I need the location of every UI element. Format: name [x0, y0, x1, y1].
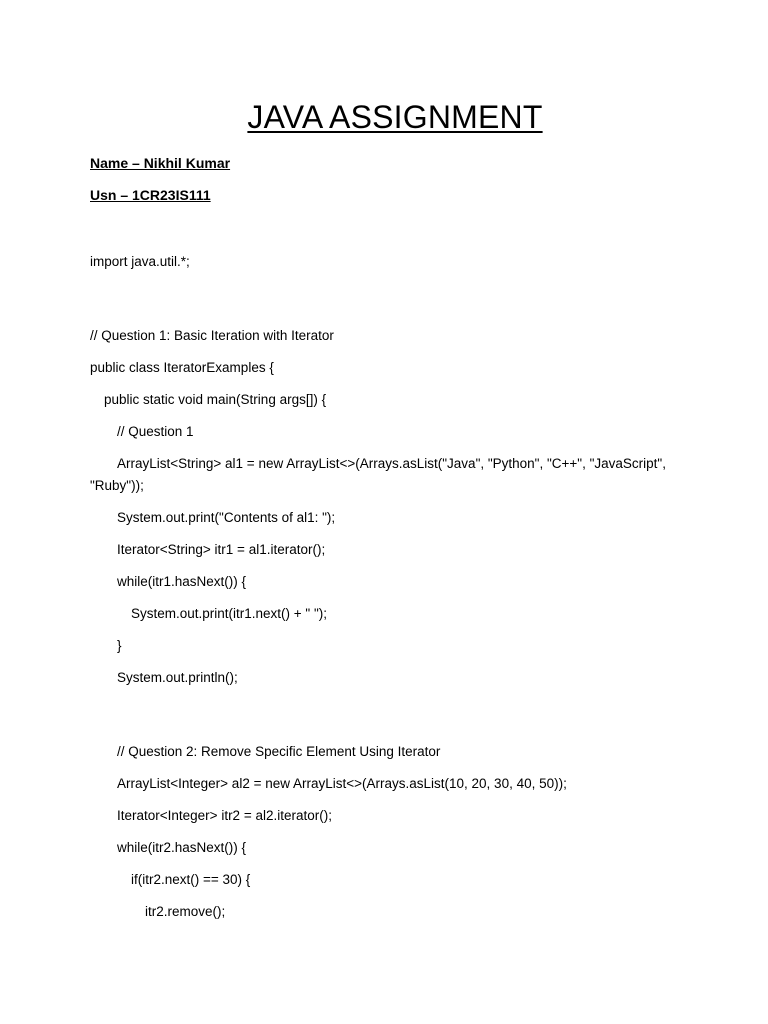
code-line-al1-text: ArrayList<String> al1 = new ArrayList<>(Arrays.asList("Java", "Python", "C++", "JavaScript", "Ruby"));: [90, 456, 666, 493]
code-line-comment-q1: // Question 1: Basic Iteration with Iterator: [90, 328, 334, 343]
code-line-import: import java.util.*;: [90, 254, 190, 269]
code-line-itr1-decl: Iterator<String> itr1 = al1.iterator();: [117, 542, 326, 557]
code-listing: [90, 251, 690, 933]
code-line-itr2-decl: Iterator<Integer> itr2 = al2.iterator();: [117, 808, 332, 823]
student-name: Name – Nikhil Kumar: [90, 155, 231, 171]
code-line-if-30: if(itr2.next() == 30) {: [131, 872, 251, 887]
blank-line: [90, 283, 690, 305]
code-line-println: System.out.println();: [117, 670, 238, 685]
blank-line: [90, 699, 690, 721]
code-line-remove: itr2.remove();: [145, 904, 226, 919]
code-line-while-itr1: while(itr1.hasNext()) {: [117, 574, 247, 589]
document-title: JAVA ASSIGNMENT: [247, 99, 543, 135]
code-line-print-contents: System.out.print("Contents of al1: ");: [117, 510, 336, 525]
code-line-main-decl: public static void main(String args[]) {: [104, 392, 327, 407]
code-line-al2-decl: ArrayList<Integer> al2 = new ArrayList<>(Arrays.asList(10, 20, 30, 40, 50));: [117, 776, 567, 791]
code-line-close-brace: }: [117, 638, 122, 653]
code-line-comment-q2: // Question 2: Remove Specific Element Using Iterator: [117, 744, 441, 759]
code-line-al1-decl: [90, 453, 690, 497]
code-line-print-next: System.out.print(itr1.next() + " ");: [131, 606, 328, 621]
code-line-while-itr2: while(itr2.hasNext()) {: [117, 840, 247, 855]
code-line-comment-question1: // Question 1: [117, 424, 194, 439]
code-line-class-decl: public class IteratorExamples {: [90, 360, 274, 375]
student-usn: Usn – 1CR23IS111: [90, 187, 211, 203]
